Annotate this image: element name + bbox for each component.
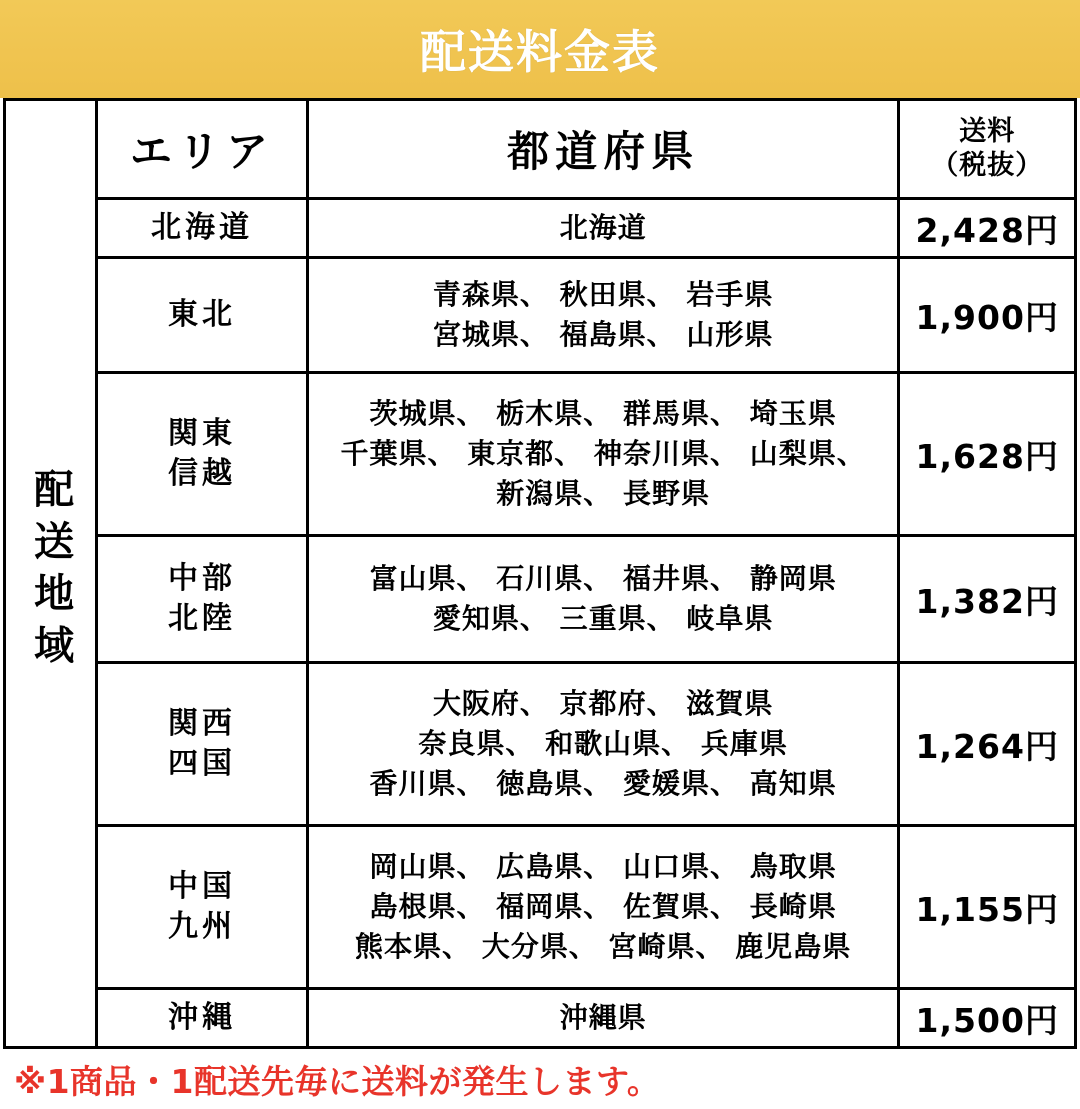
prefecture-line: 愛知県、 三重県、 岐阜県 bbox=[432, 602, 774, 635]
fee-cell: 1,500円 bbox=[899, 989, 1076, 1048]
page-title: 配送料金表 bbox=[420, 25, 660, 79]
prefecture-line: 茨城県、 栃木県、 群馬県、 埼玉県 bbox=[369, 397, 837, 431]
fee-cell: 1,264円 bbox=[899, 663, 1076, 826]
table-header-row bbox=[5, 100, 1076, 199]
area-line: 信越 bbox=[168, 456, 237, 491]
table-row bbox=[5, 536, 1076, 663]
header-fee bbox=[899, 100, 1076, 199]
header-fee-line1: 送料 bbox=[959, 116, 1016, 148]
area-line: 関東 bbox=[168, 415, 237, 451]
prefecture-cell bbox=[307, 536, 899, 663]
prefecture-cell bbox=[307, 826, 899, 989]
fee-table-container bbox=[0, 98, 1080, 1049]
table-row bbox=[5, 373, 1076, 536]
table-row bbox=[5, 199, 1076, 258]
prefecture-line: 奈良県、 和歌山県、 兵庫県 bbox=[418, 727, 788, 761]
fee-cell: 2,428円 bbox=[899, 199, 1076, 258]
prefecture-cell bbox=[307, 373, 899, 536]
prefecture-line: 富山県、 石川県、 福井県、 静岡県 bbox=[369, 562, 837, 596]
area-line: 四国 bbox=[168, 746, 237, 781]
vertical-header-cell bbox=[5, 100, 97, 1048]
table-row bbox=[5, 663, 1076, 826]
area-line: 中国 bbox=[168, 868, 237, 904]
area-cell bbox=[97, 663, 308, 826]
prefecture-cell bbox=[307, 258, 899, 373]
area-cell bbox=[97, 199, 308, 258]
prefecture-line: 千葉県、 東京都、 神奈川県、 山梨県、 bbox=[340, 437, 866, 471]
prefecture-cell bbox=[307, 199, 899, 258]
vertical-header-label: 配送地域 bbox=[27, 467, 74, 676]
prefecture-cell bbox=[307, 663, 899, 826]
title-banner bbox=[0, 0, 1080, 98]
area-cell bbox=[97, 536, 308, 663]
prefecture-line: 青森県、 秋田県、 岩手県 bbox=[432, 278, 774, 312]
area-cell bbox=[97, 826, 308, 989]
area-cell bbox=[97, 258, 308, 373]
table-row bbox=[5, 258, 1076, 373]
footer-note-text: ※1商品・1配送先毎に送料が発生します。 bbox=[14, 1061, 661, 1101]
shipping-fee-table bbox=[3, 98, 1077, 1049]
prefecture-line: 北海道 bbox=[559, 211, 647, 245]
area-line: 関西 bbox=[168, 705, 237, 741]
area-cell bbox=[97, 373, 308, 536]
area-line: 北海道 bbox=[151, 209, 254, 245]
table-row bbox=[5, 989, 1076, 1048]
prefecture-line: 岡山県、 広島県、 山口県、 鳥取県 bbox=[369, 850, 837, 884]
area-cell bbox=[97, 989, 308, 1048]
header-area: エリア bbox=[97, 100, 308, 199]
header-fee-line2: （税抜） bbox=[931, 150, 1044, 181]
fee-cell: 1,155円 bbox=[899, 826, 1076, 989]
footer-note bbox=[0, 1049, 1080, 1109]
fee-cell: 1,382円 bbox=[899, 536, 1076, 663]
header-prefecture: 都道府県 bbox=[307, 100, 899, 199]
table-row bbox=[5, 826, 1076, 989]
prefecture-cell bbox=[307, 989, 899, 1048]
prefecture-line: 熊本県、 大分県、 宮崎県、 鹿児島県 bbox=[355, 929, 852, 963]
prefecture-line: 宮城県、 福島県、 山形県 bbox=[432, 318, 774, 351]
prefecture-line: 沖縄県 bbox=[559, 1001, 647, 1035]
area-line: 九州 bbox=[168, 909, 237, 944]
prefecture-line: 香川県、 徳島県、 愛媛県、 高知県 bbox=[369, 766, 837, 800]
prefecture-line: 大阪府、 京都府、 滋賀県 bbox=[432, 687, 774, 721]
area-line: 東北 bbox=[168, 296, 237, 332]
area-line: 中部 bbox=[168, 560, 237, 596]
prefecture-line: 新潟県、 長野県 bbox=[496, 476, 711, 510]
area-line: 沖縄 bbox=[168, 999, 237, 1035]
fee-cell: 1,900円 bbox=[899, 258, 1076, 373]
area-line: 北陸 bbox=[168, 601, 237, 636]
fee-cell: 1,628円 bbox=[899, 373, 1076, 536]
prefecture-line: 島根県、 福岡県、 佐賀県、 長崎県 bbox=[369, 890, 837, 924]
